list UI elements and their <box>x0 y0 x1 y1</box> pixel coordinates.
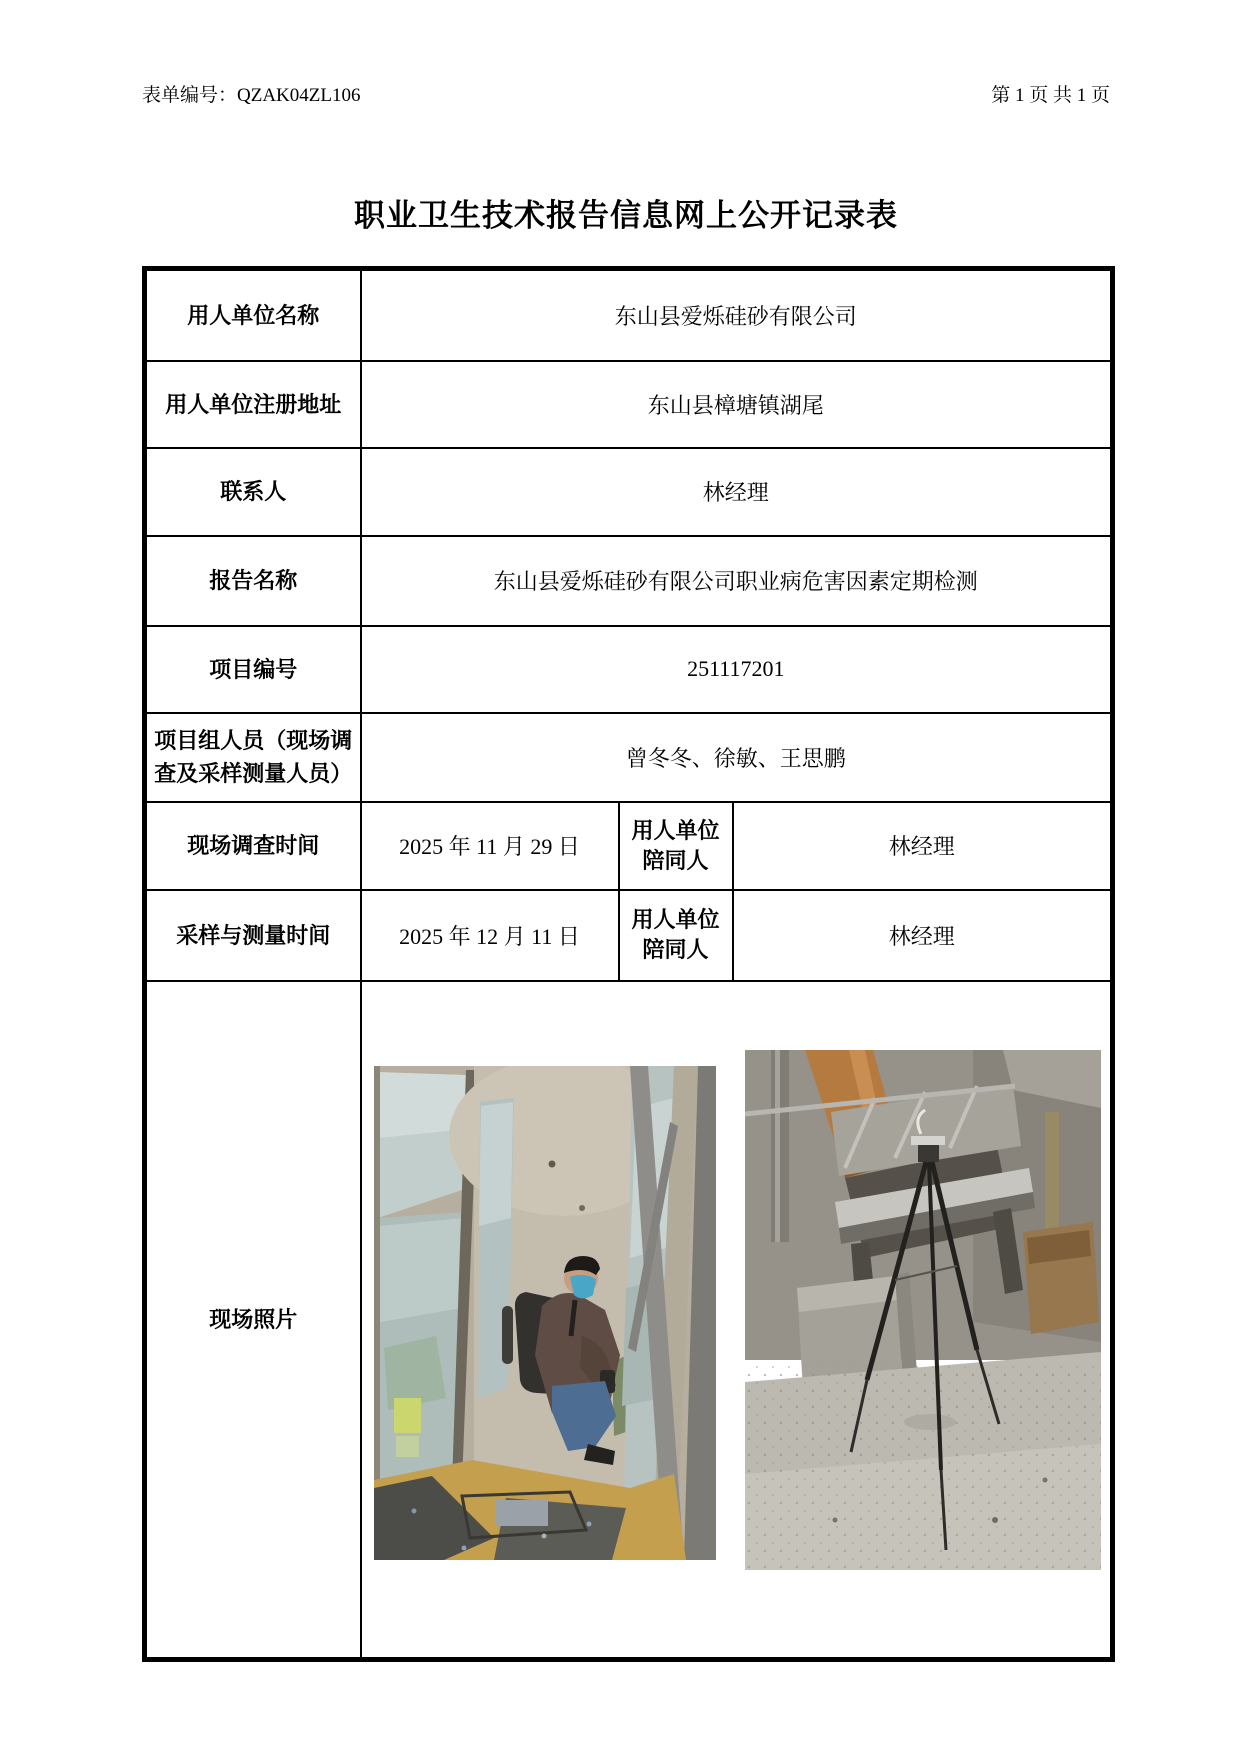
table-row <box>145 981 1113 1660</box>
table-row <box>145 361 1113 448</box>
label-contact-person: 联系人 <box>145 448 361 536</box>
table-row <box>145 802 1113 890</box>
label-project-team: 项目组人员（现场调查及采样测量人员） <box>145 713 361 802</box>
label-sampling-companion <box>619 890 733 981</box>
value-project-number: 251117201 <box>361 626 1113 713</box>
table-row <box>145 448 1113 536</box>
table-row <box>145 269 1113 361</box>
document-title: 职业卫生技术报告信息网上公开记录表 <box>354 198 898 233</box>
label-sampling-date: 采样与测量时间 <box>145 890 361 981</box>
value-sampling-companion: 林经理 <box>733 890 1113 981</box>
photo-area <box>362 982 1111 1657</box>
companion-label-text: 用人单位陪同人 <box>631 817 720 873</box>
companion-label-text: 用人单位陪同人 <box>631 907 720 962</box>
dust-sampling-tripod-photo <box>745 1050 1101 1570</box>
record-table <box>142 266 1115 1662</box>
label-site-photos: 现场照片 <box>145 981 361 1660</box>
value-survey-date: 2025 年 11 月 29 日 <box>361 802 619 890</box>
table-row <box>145 713 1113 802</box>
value-survey-companion: 林经理 <box>733 802 1113 890</box>
table-row <box>145 626 1113 713</box>
value-contact-person: 林经理 <box>361 448 1113 536</box>
loader-cab-operator-photo <box>374 1066 716 1560</box>
label-survey-date: 现场调查时间 <box>145 802 361 890</box>
site-photos-cell <box>361 981 1113 1660</box>
label-report-name: 报告名称 <box>145 536 361 626</box>
form-number: 表单编号：QZAK04ZL106 <box>142 85 361 106</box>
value-sampling-date: 2025 年 12 月 11 日 <box>361 890 619 981</box>
label-survey-companion <box>619 802 733 890</box>
table-row <box>145 890 1113 981</box>
page-header <box>142 80 1110 107</box>
page-number: 第 1 页 共 1 页 <box>991 85 1110 106</box>
label-registered-address: 用人单位注册地址 <box>145 361 361 448</box>
value-registered-address: 东山县樟塘镇湖尾 <box>361 361 1113 448</box>
table-row <box>145 536 1113 626</box>
label-project-number: 项目编号 <box>145 626 361 713</box>
value-employer-name: 东山县爱烁硅砂有限公司 <box>361 269 1113 361</box>
value-project-team: 曾冬冬、徐敏、王思鹏 <box>361 713 1113 802</box>
label-employer-name: 用人单位名称 <box>145 269 361 361</box>
value-report-name: 东山县爱烁硅砂有限公司职业病危害因素定期检测 <box>361 536 1113 626</box>
